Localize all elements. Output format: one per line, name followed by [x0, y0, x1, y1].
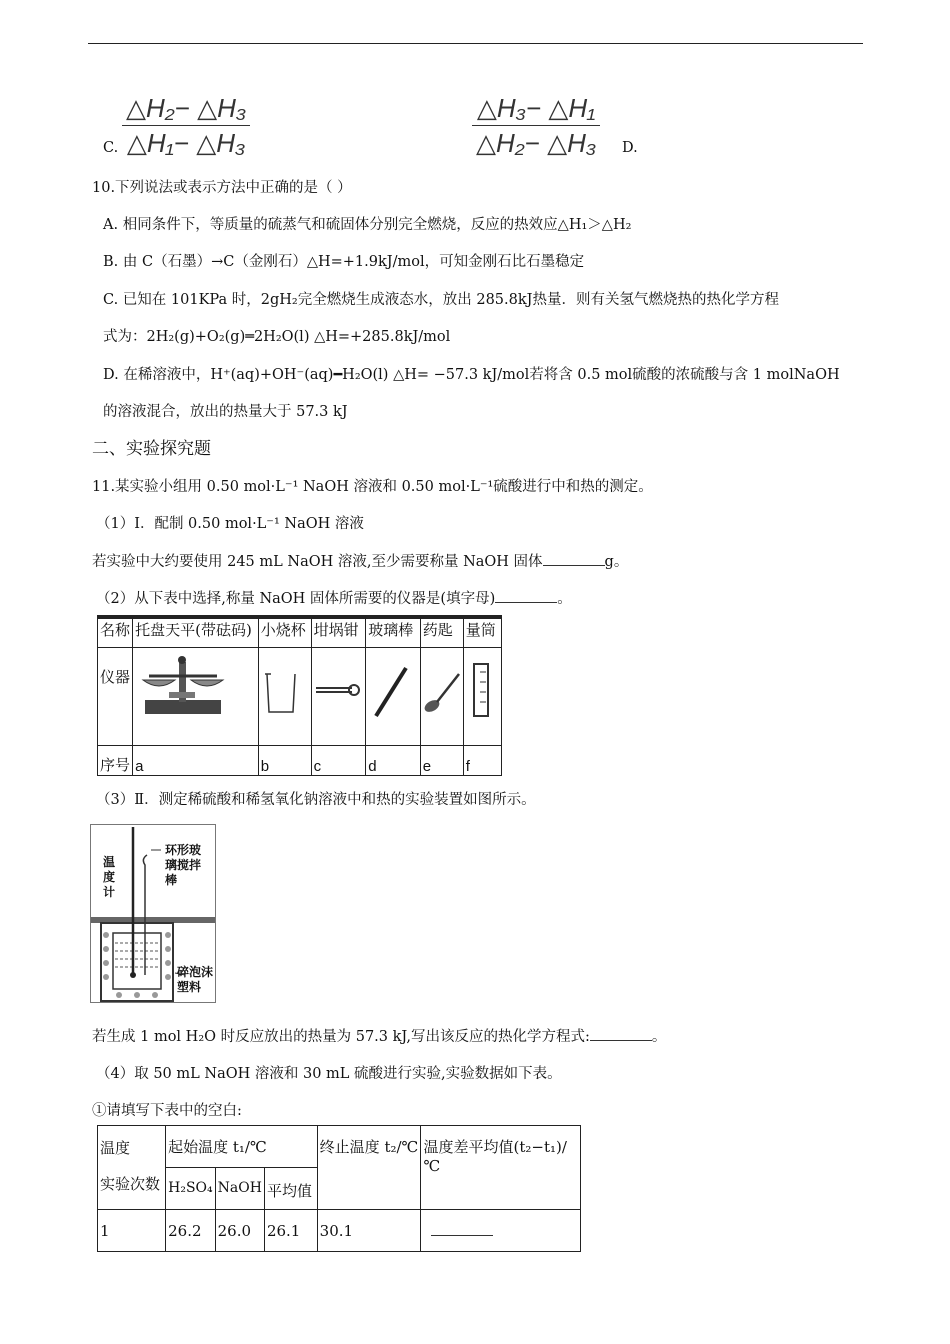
header-trial: 实验次数 [100, 1175, 161, 1193]
q11-part3-text: 若生成 1 mol H₂O 时反应放出的热量为 57.3 kJ,写出该反应的热化学方程式: [92, 1029, 590, 1045]
answer-blank[interactable] [495, 589, 557, 603]
q10-option-d-line2: 的溶液混合，放出的热量大于 57.3 kJ [103, 404, 348, 420]
option-d-denominator: △H₂− △H₃ [476, 128, 597, 158]
foam-label: 碎泡沫塑料 [177, 965, 214, 994]
q11-part3-end: 。 [651, 1029, 667, 1045]
q11-part4-instruction: ①请填写下表中的空白: [92, 1103, 242, 1119]
q11-part3: （3）Ⅱ．测定稀硫酸和稀氢氧化钠溶液中和热的实验装置如图所示。 [96, 792, 536, 808]
answer-blank[interactable] [431, 1222, 493, 1236]
letter-cell: f [463, 745, 501, 775]
header-temp-diff: 温度差平均值(t₂−t₁)/℃ [421, 1126, 581, 1210]
cell-temp-diff[interactable] [421, 1210, 581, 1252]
q11-part1-text: 若实验中大约要使用 245 mL NaOH 溶液,至少需要称量 NaOH 固体 [92, 554, 543, 570]
option-c-denominator: △H₁− △H₃ [126, 128, 246, 158]
name-cell: 托盘天平(带砝码) [133, 617, 259, 647]
q11-part3-question [92, 1025, 666, 1046]
q11-part2-end: 。 [557, 591, 572, 607]
header-average: 平均值 [264, 1168, 317, 1210]
fraction-bar [472, 125, 600, 126]
q10-option-a: A. 相同条件下，等质量的硫蒸气和硫固体分别完全燃烧，反应的热效应△H₁＞△H₂ [103, 217, 632, 233]
name-cell: 药匙 [420, 617, 463, 647]
q10-option-c-line1: C. 已知在 101KPa 时，2gH₂完全燃烧生成液态水，放出 285.8kJ热量．则有关氢气燃烧热的热化学方程 [103, 292, 779, 308]
header-h2so4: H₂SO₄ [166, 1168, 216, 1210]
instrument-table [97, 615, 502, 776]
letter-cell: e [420, 745, 463, 775]
balance-icon [139, 650, 227, 720]
row-label-name: 名称 [98, 617, 133, 647]
q10-stem: 10.下列说法或表示方法中正确的是（ ） [92, 180, 352, 196]
letter-cell: c [311, 745, 366, 775]
q11-part2-text: （2）从下表中选择,称量 NaOH 固体所需要的仪器是(填字母) [96, 591, 496, 607]
option-d-numerator: △H₃− △H₁ [476, 93, 596, 123]
answer-blank[interactable] [543, 552, 605, 566]
cell-average: 26.1 [264, 1210, 317, 1252]
beaker-icon [261, 668, 301, 718]
header-temp-trial [98, 1126, 166, 1210]
q11-stem: 11.某实验小组用 0.50 mol·L⁻¹ NaOH 溶液和 0.50 mol·L⁻¹硫酸进行中和热的测定。 [92, 479, 653, 495]
header-temp: 温度 [100, 1139, 131, 1157]
q10-option-b: B. 由 C（石墨）→C（金刚石）△H=+1.9kJ/mol，可知金刚石比石墨稳定 [103, 254, 585, 270]
cell-trial: 1 [98, 1210, 166, 1252]
instrument-cell [311, 647, 366, 745]
q10-option-c-line2: 式为：2H₂(g)+O₂(g)═2H₂O(l) △H=+285.8kJ/mol [103, 329, 451, 345]
cell-end-temp: 30.1 [317, 1210, 421, 1252]
q10-option-d-line1: D. 在稀溶液中，H⁺(aq)+OH⁻(aq)━H₂O(l) △H= −57.3 kJ/mol若将含 0.5 mol硫酸的浓硫酸与含 1 molNaOH [103, 367, 840, 383]
data-table [97, 1125, 581, 1252]
row-label-number: 序号 [98, 745, 133, 775]
fraction-bar [122, 125, 250, 126]
option-c-fraction [122, 94, 250, 157]
stirrer-label: 环形玻璃搅拌棒 [165, 843, 202, 887]
header-end-temp: 终止温度 t₂/℃ [317, 1126, 421, 1210]
instrument-cell [258, 647, 311, 745]
instrument-cell [463, 647, 501, 745]
option-d-fraction [472, 94, 600, 157]
name-cell: 坩埚钳 [311, 617, 366, 647]
instrument-cell [133, 647, 259, 745]
instrument-cell [366, 647, 421, 745]
q11-part4: （4）取 50 mL NaOH 溶液和 30 mL 硫酸进行实验,实验数据如下表。 [96, 1066, 562, 1082]
q11-part1-unit: g。 [604, 554, 629, 570]
letter-cell: b [258, 745, 311, 775]
q11-part1-question [92, 550, 628, 571]
header-start-temp: 起始温度 t₁/℃ [166, 1126, 318, 1168]
spoon-icon [423, 668, 461, 718]
header-naoh: NaOH [215, 1168, 264, 1210]
q11-part2 [96, 587, 572, 608]
letter-cell: a [133, 745, 259, 775]
calorimeter-figure [90, 824, 216, 1003]
option-d-label: D. [622, 140, 638, 156]
option-c-label: C. [103, 140, 119, 156]
name-cell: 玻璃棒 [366, 617, 421, 647]
answer-blank[interactable] [590, 1027, 652, 1041]
instrument-cell [420, 647, 463, 745]
q11-part1: （1）Ⅰ．配制 0.50 mol·L⁻¹ NaOH 溶液 [96, 516, 364, 532]
cell-h2so4: 26.2 [166, 1210, 216, 1252]
row-label-instrument: 仪器 [98, 647, 133, 745]
cell-naoh: 26.0 [215, 1210, 264, 1252]
section-heading: 二、实验探究题 [92, 439, 211, 459]
option-c-numerator: △H₂− △H₃ [126, 93, 247, 123]
glass-rod-icon [368, 662, 416, 722]
thermometer-label: 温度计 [103, 855, 116, 899]
name-cell: 小烧杯 [258, 617, 311, 647]
name-cell: 量筒 [463, 617, 501, 647]
crucible-tongs-icon [314, 670, 362, 710]
header-rule [88, 43, 863, 44]
letter-cell: d [366, 745, 421, 775]
graduated-cylinder-icon [466, 660, 496, 720]
